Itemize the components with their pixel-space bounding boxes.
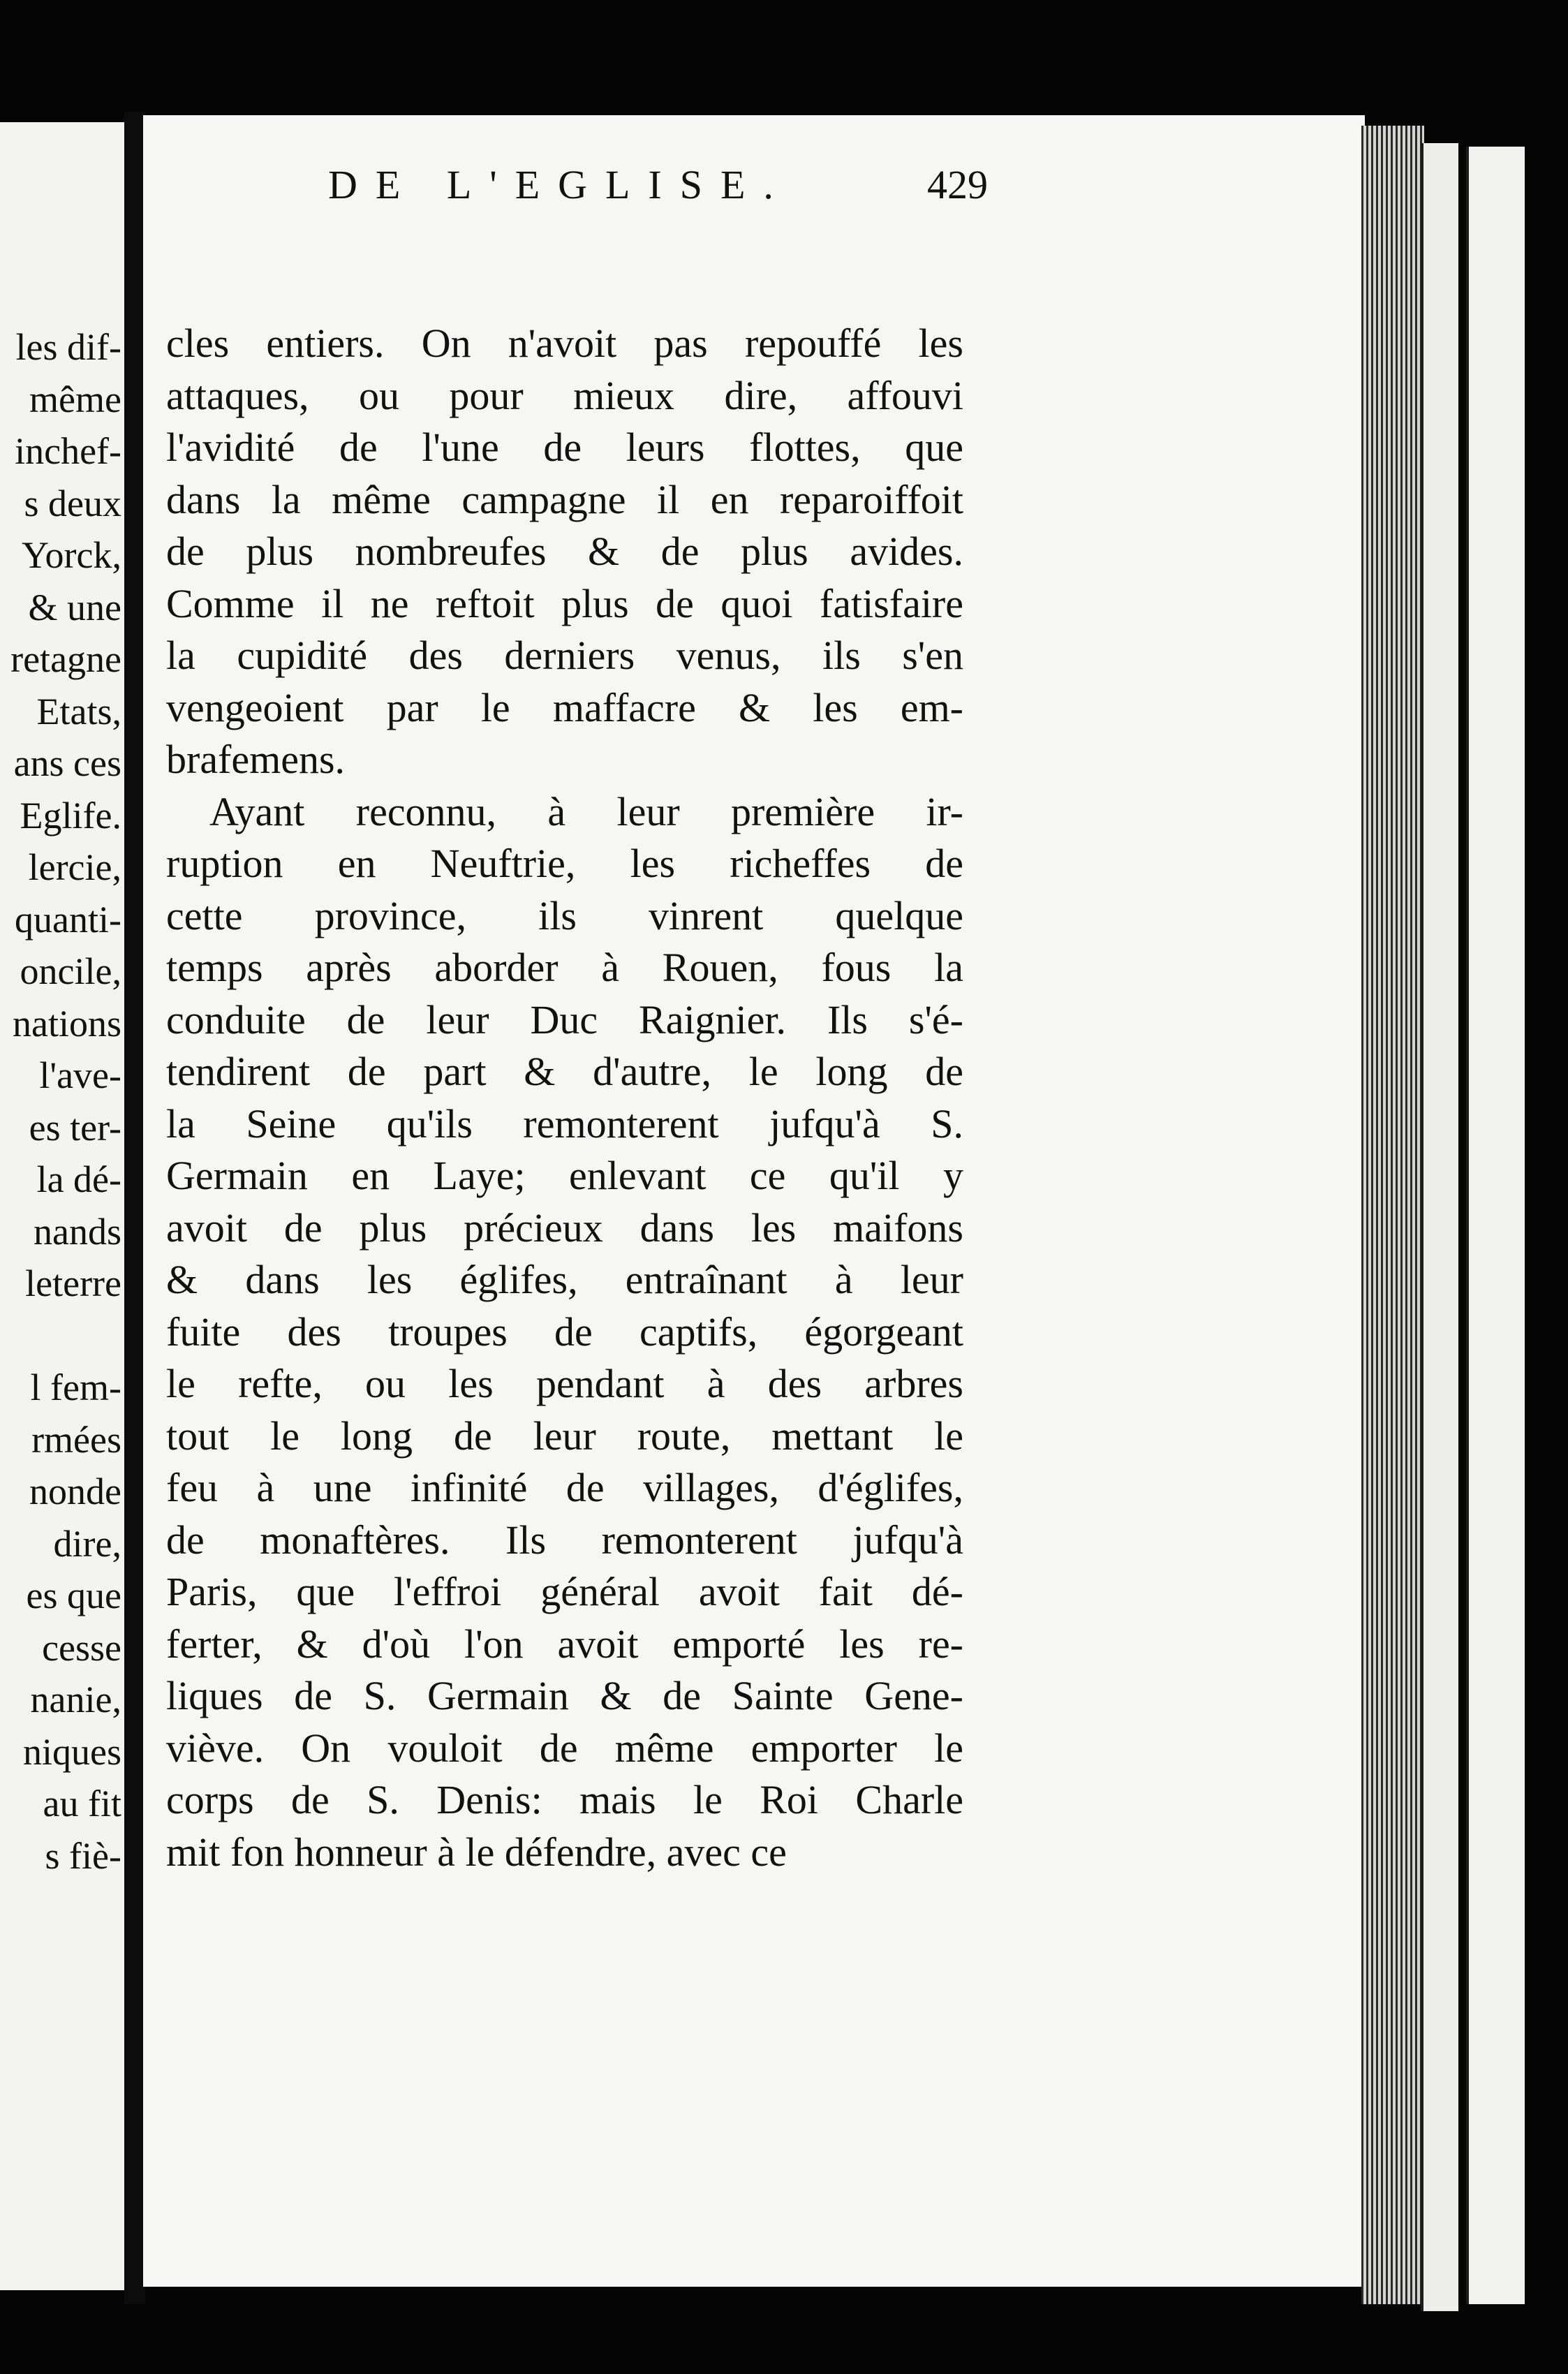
text-line: ruption en Neuftrie, les richeffes de [166,841,963,886]
text-line: de plus nombreufes & de plus avides. [166,529,963,574]
left-page-line: es que [26,1575,121,1616]
left-page-line: les dif- [15,326,121,368]
left-page-line: rmées [31,1418,121,1461]
text-line: vengeoient par le maffacre & les em- [166,684,963,730]
text-line: ferter, & d'où l'on avoit emporté les re- [166,1621,963,1667]
text-line: conduite de leur Duc Raignier. Ils s'é- [166,996,963,1042]
text-line: fuite des troupes de captifs, égorgeant [166,1308,963,1355]
text-line: cette province, ils vinrent quelque [166,892,963,938]
text-line: Comme il ne reftoit plus de quoi fatisfaire [166,580,963,626]
text-line: tout le long de leur route, mettant le [166,1413,963,1459]
left-page-line: Yorck, [21,534,121,576]
left-page-line: l fem- [30,1366,121,1408]
text-line: la Seine qu'ils remonterent jufqu'à S. [166,1100,963,1147]
text-line: l'avidité de l'une de leurs flottes, que [166,425,963,470]
left-page-line: inchef- [15,430,121,472]
left-page-line: dire, [53,1522,121,1565]
text-line: liques de S. Germain & de Sainte Gene- [166,1673,963,1718]
text-line: tendirent de part & d'autre, le long de [166,1049,963,1094]
left-page-line: ans ces [13,742,121,784]
book-gutter [124,112,145,2304]
page-header [178,154,988,216]
left-page-line: la dé- [36,1158,121,1200]
text-line: le refte, ou les pendant à des arbres [166,1361,963,1406]
text-line: brafemens. [166,737,346,782]
body-text [166,318,963,1878]
left-page-line: nonde [29,1470,121,1512]
left-page-line: Eglife. [20,794,121,836]
left-page-line: nations [13,1002,121,1045]
right-sheet [1421,143,1458,2311]
left-page-line: leterre [25,1262,121,1304]
left-page-line: l'ave- [39,1054,121,1096]
left-page-line: Etats, [36,690,121,732]
text-line: mit fon honneur à le défendre, avec ce [166,1829,787,1875]
text-line: Paris, que l'effroi général avoit fait dé- [166,1569,963,1614]
left-page-line: retagne [10,638,121,680]
left-page-line: nands [34,1210,121,1253]
text-line: avoit de plus précieux dans les maifons [166,1204,963,1251]
left-page-line: cesse [42,1626,121,1669]
text-line: Germain en Laye; enlevant ce qu'il y [166,1153,963,1198]
page-number: 429 [927,162,988,207]
left-page-line: & une [28,586,121,628]
left-page-line: s fiè- [45,1834,121,1877]
text-line: feu à une infinité de villages, d'églifes, [166,1465,963,1510]
left-page-line: quanti- [15,898,121,941]
text-line: attaques, ou pour mieux dire, affouvi [166,372,963,418]
left-page [0,122,128,2290]
text-line: viève. On vouloit de même emporter le [166,1725,963,1771]
text-line: la cupidité des derniers venus, ils s'en [166,633,963,678]
left-page-line: oncile, [20,950,121,992]
text-line: Ayant reconnu, à leur première ir- [209,788,963,834]
left-page-line: nanie, [30,1679,121,1720]
text-line: cles entiers. On n'avoit pas repouffé les [166,320,963,366]
left-page-line [0,1310,121,1362]
text-line: temps après aborder à Rouen, fous la [166,945,963,990]
left-page-text [0,321,121,1882]
text-line: dans la même campagne il en reparoiffoit [166,476,963,522]
left-page-line: au fit [43,1783,121,1824]
text-line: de monaftères. Ils remonterent jufqu'à [166,1517,963,1563]
running-head: DE L'EGLISE. [328,162,792,207]
left-page-line: même [29,378,121,420]
left-page-line: niques [23,1730,121,1773]
left-page-line: s deux [24,482,121,524]
left-page-line: lercie, [28,846,121,888]
left-page-line: es ter- [29,1106,121,1149]
right-sheet [1466,147,1525,2304]
page-edges [1361,126,1424,2304]
text-line: & dans les églifes, entraînant à leur [166,1257,963,1302]
text-line: corps de S. Denis: mais le Roi Charle [166,1777,963,1822]
